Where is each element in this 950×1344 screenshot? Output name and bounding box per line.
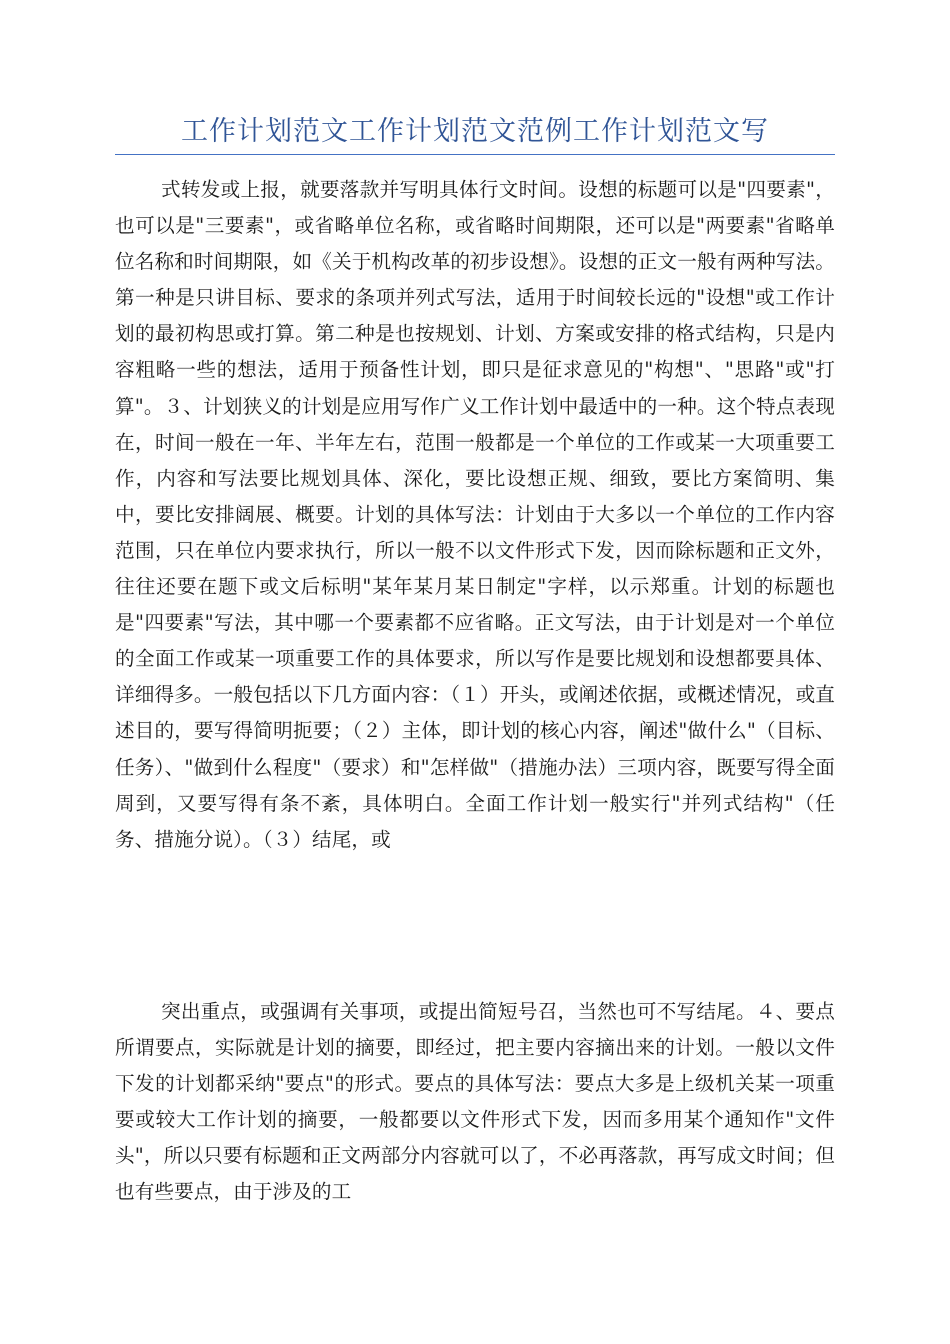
document-title: 工作计划范文工作计划范文范例工作计划范文写	[181, 116, 769, 147]
body-paragraph-2: 突出重点，或强调有关事项，或提出简短号召，当然也可不写结尾。４、要点所谓要点，实际就是计划的摘要，即经过，把主要内容摘出来的计划。一般以文件下发的计划都采纳"要点"的形式。要点的具体写法：要点大多是上级机关某一项重要或较大工作计划的摘要，一般都要以文件形式下发，因而多用某个通知作"文件头"，所以只要有标题和正文两部分内容就可以了，不必再落款，再写成文时间；但也有些要点，由于涉及的工	[115, 1000, 835, 1204]
body-paragraph-1: 式转发或上报，就要落款并写明具体行文时间。设想的标题可以是"四要素"，也可以是"三要素"，或省略单位名称，或省略时间期限，还可以是"两要素"省略单位名称和时间期限，如《关于机构改革的初步设想》。设想的正文一般有两种写法。第一种是只讲目标、要求的条项并列式写法，适用于时间较长远的"设想"或工作计划的最初构思或打算。第二种是也按规划、计划、方案或安排的格式结构，只是内容粗略一些的想法，适用于预备性计划，即只是征求意见的"构想"、"思路"或"打算"。３、计划狭义的计划是应用写作广义工作计划中最适中的一种。这个特点表现在，时间一般在一年、半年左右，范围一般都是一个单位的工作或某一大项重要工作，内容和写法要比规划具体、深化，要比设想正规、细致，要比方案简明、集中，要比安排阔展、概要。计划的具体写法：计划由于大多以一个单位的工作内容范围，只在单位内要求执行，所以一般不以文件形式下发，因而除标题和正文外，往往还要在题下或文后标明"某年某月某日制定"字样，以示郑重。计划的标题也是"四要素"写法，其中哪一个要素都不应省略。正文写法，由于计划是对一个单位的全面工作或某一项重要工作的具体要求，所以写作是要比规划和设想都要具体、详细得多。一般包括以下几方面内容：（１）开头，或阐述依据，或概述情况，或直述目的，要写得简明扼要；（２）主体，即计划的核心内容，阐述"做什么"（目标、任务）、"做到什么程度"（要求）和"怎样做"（措施办法）三项内容，既要写得全面周到，又要写得有条不紊，具体明白。全面工作计划一般实行"并列式结构"（任务、措施分说）。（３）结尾，或	[115, 178, 835, 851]
title-underline	[115, 154, 835, 155]
